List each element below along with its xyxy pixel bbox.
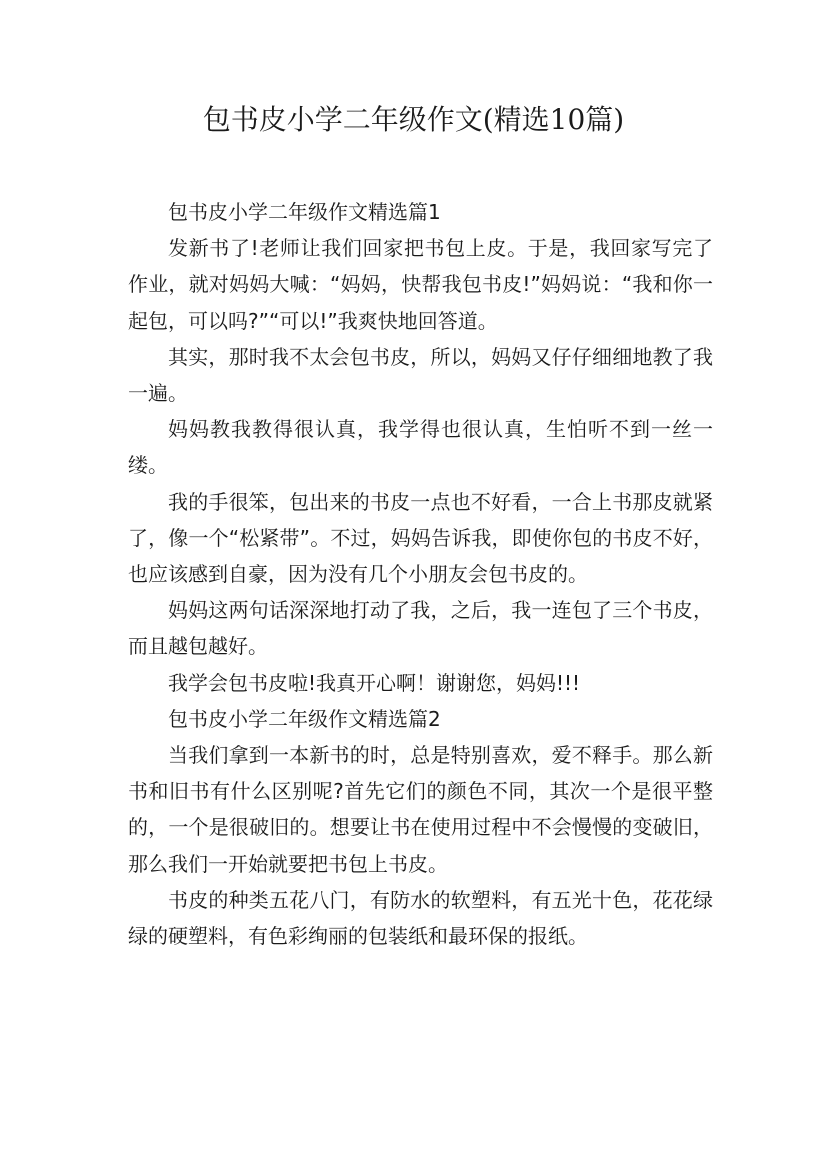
section-heading-1: 包书皮小学二年级作文精选篇1	[168, 200, 441, 224]
paragraph: 当我们拿到一本新书的时，总是特别喜欢，爱不释手。那么新书和旧书有什么区别呢?首先它们的颜色不同，其次一个是很平整的，一个是很破旧的。想要让书在使用过程中不会慢慢的变破旧，那么我们一开始就要把书包上书皮。	[128, 743, 713, 876]
paragraph: 其实，那时我不太会包书皮，所以，妈妈又仔仔细细地教了我一遍。	[128, 344, 713, 406]
paragraph: 我的手很笨，包出来的书皮一点也不好看，一合上书那皮就紧了，像一个“松紧带”。不过，妈妈告诉我，即使你包的书皮不好，也应该感到自豪，因为没有几个小朋友会包书皮的。	[128, 489, 713, 587]
paragraph: 妈妈教我教得很认真，我学得也很认真，生怕听不到一丝一缕。	[128, 417, 713, 478]
document-body	[128, 194, 713, 954]
paragraph: 发新书了!老师让我们回家把书包上皮。于是，我回家写完了作业，就对妈妈大喊：“妈妈，快帮我包书皮!”妈妈说：“我和你一起包，可以吗?”“可以!”我爽快地回答道。	[128, 236, 713, 333]
paragraph: 书皮的种类五花八门，有防水的软塑料，有五光十色，花花绿绿的硬塑料，有色彩绚丽的包装纸和最环保的报纸。	[128, 887, 713, 949]
document-title: 包书皮小学二年级作文(精选10篇)	[202, 103, 625, 136]
paragraph: 妈妈这两句话深深地打动了我，之后，我一连包了三个书皮，而且越包越好。	[128, 598, 713, 659]
paragraph: 我学会包书皮啦!我真开心啊！谢谢您，妈妈!!!	[168, 670, 581, 695]
section-heading-2: 包书皮小学二年级作文精选篇2	[168, 706, 441, 731]
